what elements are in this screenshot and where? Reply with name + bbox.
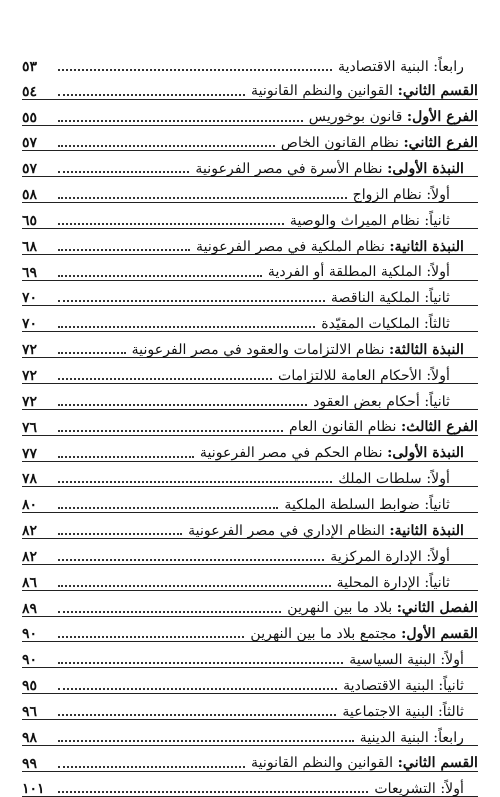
toc-entry-page-number: ٨٢ [22, 548, 38, 565]
toc-entry-page-number: ٥٣ [22, 58, 38, 75]
dot-leader [58, 532, 182, 535]
toc-entry-label [278, 369, 478, 383]
toc-entry-prefix: النبذة الثانية: [389, 522, 464, 539]
toc-entry-title: نظام الحكم في مصر الفرعونية [199, 445, 388, 462]
toc-entry-page-number: ٩٨ [22, 729, 38, 746]
toc-entry-label [132, 343, 478, 357]
toc-entry-page-number: ٩٩ [22, 755, 38, 772]
toc-entry-label [195, 162, 478, 176]
toc-entry-page-number: ٨٠ [22, 497, 38, 514]
dot-leader [58, 196, 347, 199]
toc-entry-label [250, 627, 478, 641]
toc-entry-page-number: ٧٨ [22, 471, 38, 488]
toc-entry [22, 49, 478, 74]
dot-leader [58, 661, 343, 664]
dot-leader [58, 325, 315, 328]
toc-entry-title: نظام الالتزامات والعقود في مصر الفرعونية [131, 341, 390, 358]
toc-entry [22, 255, 478, 281]
toc-entry [22, 281, 478, 307]
toc-entry-label [196, 240, 478, 254]
toc-entry-title: أولاً: البنية السياسية [349, 652, 464, 669]
toc-entry-label [289, 420, 478, 434]
toc-entry-title: رابعاً: البنية الاقتصادية [337, 58, 464, 75]
toc-entry-page-number: ٧٦ [22, 419, 38, 436]
toc-entry [22, 462, 478, 488]
dot-leader [58, 377, 272, 380]
toc-entry-page-number: ٧٧ [22, 445, 38, 462]
toc-entry-label [287, 601, 478, 615]
toc-entry-title: بلاد ما بين النهرين [287, 600, 397, 617]
dot-leader [58, 480, 332, 483]
toc-entry-label [353, 188, 478, 202]
toc-entry-page-number: ٩٦ [22, 703, 38, 720]
toc-entry-label [321, 317, 478, 331]
dot-leader [58, 222, 284, 225]
toc-entry-page-number: ٧٢ [22, 393, 38, 410]
toc-entry-title: أولاً: التشريعات [374, 781, 464, 797]
toc-entry [22, 591, 478, 617]
toc-entry-title: أولاً: الأحكام العامة للالتزامات [277, 367, 450, 384]
toc-entry-prefix: القسم الأول: [401, 626, 478, 643]
toc-entry-label [343, 679, 478, 693]
toc-entry-prefix: النبذة الثالثة: [389, 341, 464, 358]
toc-entry-label [251, 756, 478, 770]
toc-entry-title: نظام الملكية في مصر الفرعونية [196, 238, 390, 255]
dot-leader [58, 248, 190, 251]
toc-entry-title: ثانياً: ضوابط السلطة الملكية [284, 496, 450, 513]
toc-entry [22, 74, 478, 100]
toc-entry-title: نظام القانون الخاص [280, 135, 404, 152]
toc-entry [22, 642, 478, 668]
toc-entry-page-number: ٥٤ [22, 83, 38, 100]
dot-leader [58, 351, 126, 354]
toc-entry-label [338, 472, 478, 486]
toc-entry-page-number: ٥٧ [22, 161, 38, 178]
toc-entry [22, 203, 478, 229]
toc-entry-title: أولاً: الملكية المطلقة أو الفردية [267, 264, 450, 281]
dot-leader [58, 299, 325, 302]
dot-leader [58, 144, 275, 147]
toc-entry-page-number: ٥٨ [22, 187, 38, 204]
toc-entry [22, 177, 478, 203]
toc-entry [22, 436, 478, 462]
toc-entry [22, 306, 478, 332]
toc-entry-title: القوانين والنظم القانونية [251, 755, 398, 772]
toc-entry [22, 384, 478, 410]
toc-entry-page-number: ٨٦ [22, 574, 38, 591]
toc-entry-prefix: النبذة الأولى: [387, 161, 464, 178]
toc-entry-page-number: ١٠١ [22, 781, 45, 797]
toc-entry [22, 126, 478, 152]
toc-entry-title: ثانياً: نظام الميراث والوصية [289, 212, 450, 229]
toc-entry-title: أولاً: سلطات الملك [338, 471, 450, 488]
toc-entry-label [331, 291, 478, 305]
dot-leader [58, 790, 368, 793]
toc-entry-title: النظام الإداري في مصر الفرعونية [188, 522, 390, 539]
toc-entry-label [330, 550, 478, 564]
toc-entry-page-number: ٧٠ [22, 290, 38, 307]
toc-entry-label [290, 214, 478, 228]
dot-leader [58, 765, 245, 768]
toc-entry-prefix: الفرع الثالث: [400, 419, 478, 436]
toc-entry [22, 100, 478, 126]
toc-entry [22, 358, 478, 384]
toc-entry-page-number: ٧٢ [22, 342, 38, 359]
toc-entry-title: ثانياً: أحكام بعض العقود [313, 393, 450, 410]
toc-entry-title: أولاً: الإدارة المركزية [330, 548, 450, 565]
toc-entry-title: ثانياً: الملكية الناقصة [330, 290, 450, 307]
dot-leader [58, 687, 337, 690]
dot-leader [58, 506, 278, 509]
dot-leader [58, 558, 324, 561]
toc-entry [22, 539, 478, 565]
dot-leader [58, 610, 281, 613]
toc-entry [22, 151, 478, 177]
toc-entry [22, 746, 478, 772]
dot-leader [58, 739, 354, 742]
toc-entry-label [313, 395, 478, 409]
toc-entry-title: ثانياً: الإدارة المحلية [336, 574, 450, 591]
toc-entry-label [374, 782, 478, 796]
table-of-contents [22, 49, 478, 797]
toc-entry-label [342, 705, 478, 719]
dot-leader [58, 635, 244, 638]
toc-entry-label [200, 446, 478, 460]
toc-entry-title: مجتمع بلاد ما بين النهرين [250, 626, 402, 643]
toc-entry-prefix: القسم الثاني: [397, 83, 478, 100]
toc-entry-page-number: ٩٠ [22, 626, 38, 643]
toc-entry-page-number: ٩٠ [22, 652, 38, 669]
toc-entry-title: نظام الأسرة في مصر الفرعونية [195, 161, 388, 178]
toc-entry-label [337, 576, 478, 590]
toc-entry-title: ثالثاً: البنية الاجتماعية [342, 703, 464, 720]
toc-entry [22, 720, 478, 746]
toc-entry-prefix: الفصل الثاني: [396, 600, 478, 617]
toc-entry [22, 513, 478, 539]
toc-entry [22, 332, 478, 358]
toc-entry-prefix: القسم الثاني: [397, 755, 478, 772]
toc-entry [22, 772, 478, 797]
toc-entry-label [338, 60, 478, 74]
toc-entry-title: أولاً: نظام الزواج [352, 186, 450, 203]
toc-entry-page-number: ٦٥ [22, 212, 38, 229]
toc-entry-prefix: النبذة الثانية: [389, 238, 464, 255]
dot-leader [58, 403, 307, 406]
toc-entry-prefix: الفرع الثاني: [403, 135, 478, 152]
toc-entry-title: ثالثاً: الملكيات المقيّدة [321, 316, 450, 333]
toc-entry [22, 410, 478, 436]
toc-entry-page-number: ٧٢ [22, 367, 38, 384]
toc-entry [22, 617, 478, 643]
toc-entry-page-number: ٥٥ [22, 109, 38, 126]
toc-entry-title: القوانين والنظم القانونية [251, 83, 398, 100]
toc-entry-page-number: ٥٧ [22, 135, 38, 152]
toc-entry-page-number: ٦٩ [22, 264, 38, 281]
toc-entry-prefix: الفرع الأول: [406, 109, 478, 126]
toc-entry-label [251, 84, 478, 98]
dot-leader [58, 713, 336, 716]
toc-entry-label [284, 498, 478, 512]
toc-entry-page-number: ٨٢ [22, 523, 38, 540]
dot-leader [58, 170, 189, 173]
toc-entry [22, 487, 478, 513]
toc-entry-label [188, 524, 478, 538]
toc-entry-label [309, 110, 478, 124]
toc-entry-title: رابعاً: البنية الدينية [359, 729, 464, 746]
toc-entry [22, 668, 478, 694]
toc-entry-title: ثانياً: البنية الاقتصادية [343, 677, 464, 694]
toc-entry-label [281, 136, 478, 150]
toc-entry-title: قانون بوخوريس [308, 109, 407, 126]
toc-entry [22, 694, 478, 720]
toc-entry-label [268, 265, 478, 279]
dot-leader [58, 93, 245, 96]
toc-entry-title: نظام القانون العام [289, 419, 401, 436]
dot-leader [58, 455, 194, 458]
dot-leader [58, 68, 332, 71]
dot-leader [58, 274, 262, 277]
dot-leader [58, 584, 331, 587]
toc-entry-page-number: ٧٠ [22, 316, 38, 333]
toc-entry-prefix: النبذة الأولى: [387, 445, 464, 462]
toc-entry-page-number: ٦٨ [22, 238, 38, 255]
toc-entry [22, 229, 478, 255]
toc-entry-label [349, 653, 478, 667]
dot-leader [58, 119, 303, 122]
toc-entry-page-number: ٩٥ [22, 678, 38, 695]
toc-entry-page-number: ٨٩ [22, 600, 38, 617]
dot-leader [58, 429, 283, 432]
toc-entry-label [360, 731, 478, 745]
toc-entry [22, 565, 478, 591]
